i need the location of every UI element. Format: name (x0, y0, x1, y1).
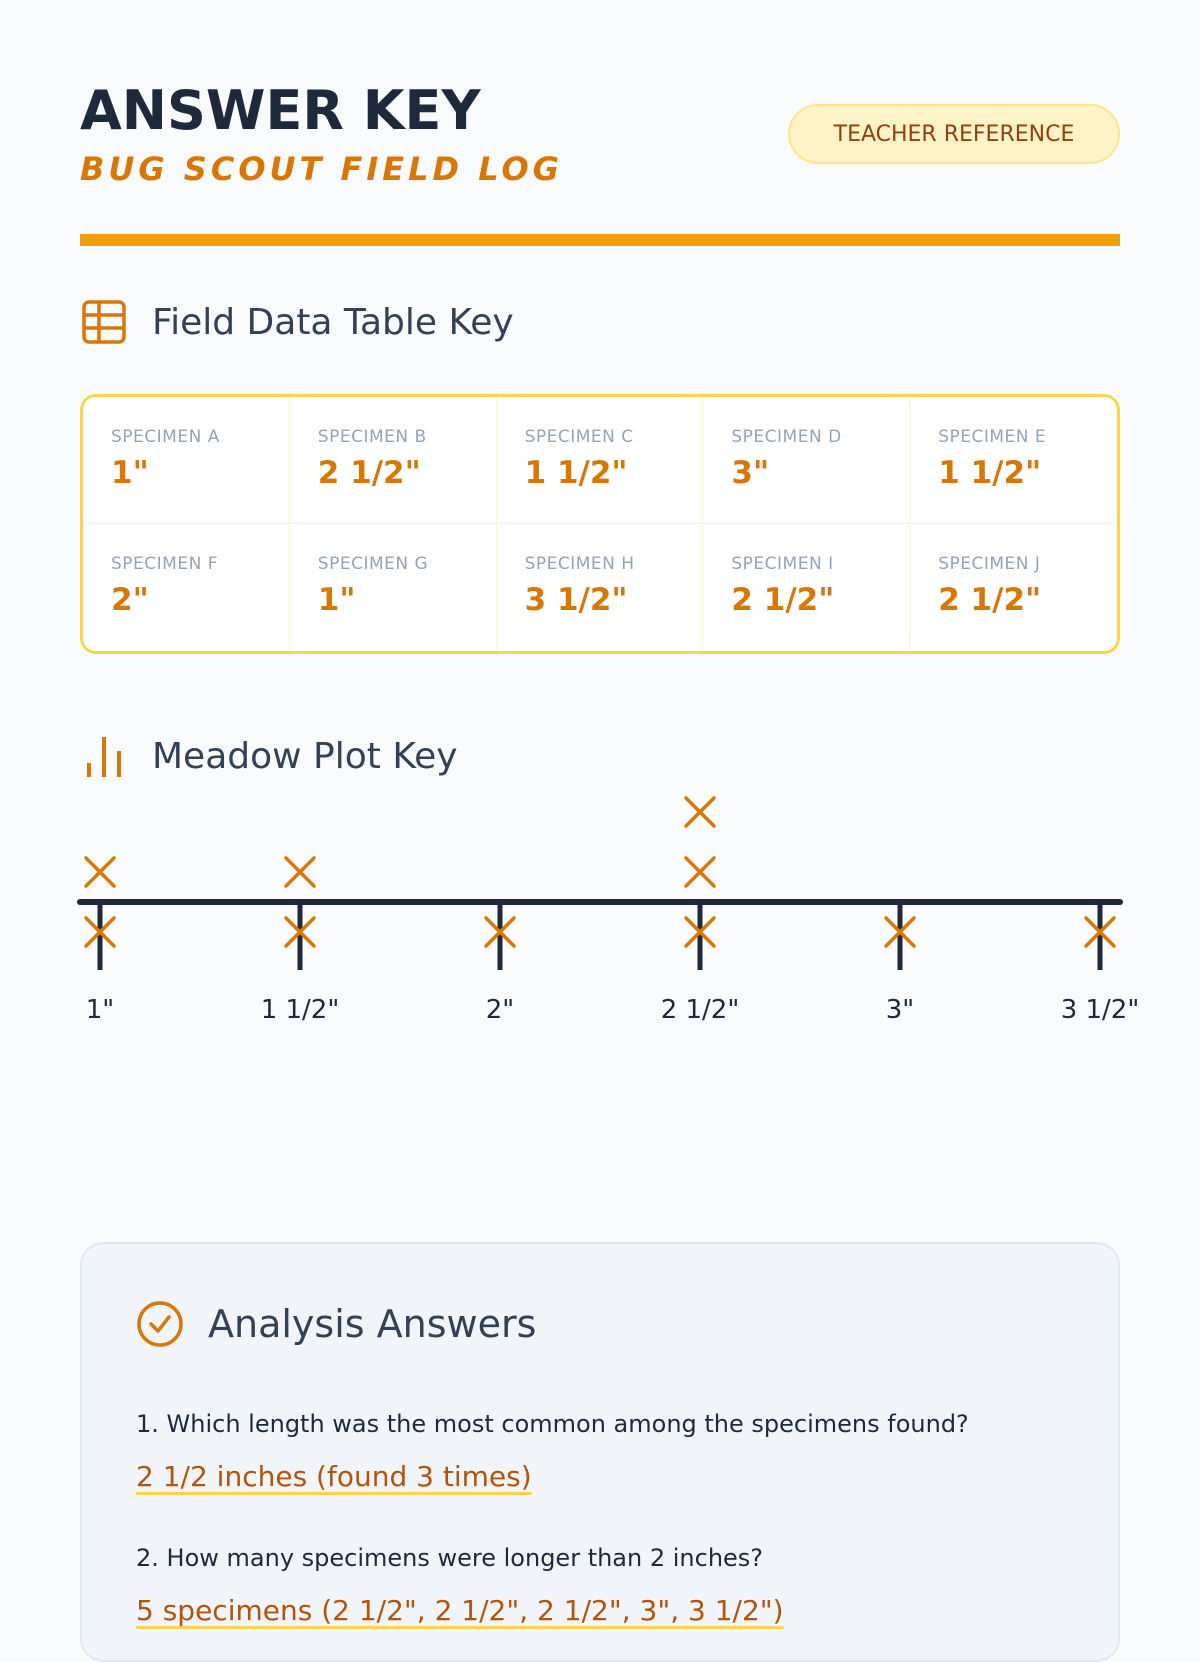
specimen-value: 2 1/2" (317, 455, 421, 491)
plot-x-mark (686, 858, 714, 886)
specimen-label: SPECIMEN J (938, 554, 1041, 574)
specimen-table (80, 394, 1120, 654)
specimen-label: SPECIMEN H (524, 554, 635, 574)
page-subtitle: BUG SCOUT FIELD LOG (80, 150, 563, 188)
specimen-cell (497, 397, 704, 524)
question-2: 2. How many specimens were longer than 2 inches? (136, 1544, 764, 1572)
specimen-cell (83, 524, 290, 651)
table-section-title: Field Data Table Key (152, 301, 514, 343)
specimen-cell (290, 524, 497, 651)
specimen-value: 1 1/2" (524, 455, 628, 491)
specimen-value: 2 1/2" (938, 582, 1042, 618)
specimen-cell (910, 397, 1117, 524)
table-section-header (80, 298, 514, 346)
specimen-value: 1" (317, 582, 356, 618)
specimen-cell (703, 524, 910, 651)
specimen-label: SPECIMEN E (938, 427, 1047, 447)
plot-section-title: Meadow Plot Key (152, 735, 458, 777)
plot-tick-label: 1 1/2" (260, 995, 340, 1025)
header-divider (80, 234, 1120, 246)
answer-1: 2 1/2 inches (found 3 times) (136, 1460, 532, 1493)
plot-x-mark (286, 858, 314, 886)
plot-tick-label: 2" (485, 995, 515, 1025)
specimen-value: 2 1/2" (731, 582, 835, 618)
specimen-cell (290, 397, 497, 524)
plot-tick-label: 2 1/2" (660, 995, 740, 1025)
specimen-label: SPECIMEN G (317, 554, 429, 574)
specimen-label: SPECIMEN C (524, 427, 634, 447)
plot-tick-label: 1" (85, 995, 115, 1025)
bar-chart-icon (80, 732, 128, 780)
plot-x-mark (86, 858, 114, 886)
specimen-value: 2" (111, 582, 149, 618)
specimen-cell (910, 524, 1117, 651)
specimen-label: SPECIMEN F (111, 554, 218, 574)
teacher-reference-badge: TEACHER REFERENCE (788, 104, 1120, 164)
specimen-value: 3 1/2" (524, 582, 628, 618)
specimen-value: 3" (731, 455, 770, 491)
specimen-cell (497, 524, 704, 651)
specimen-label: SPECIMEN I (731, 554, 834, 574)
plot-x-mark (686, 798, 714, 826)
specimen-label: SPECIMEN A (111, 427, 220, 447)
plot-tick-label: 3 1/2" (1060, 995, 1140, 1025)
specimen-value: 1 1/2" (938, 455, 1042, 491)
answers-section-header (136, 1300, 536, 1348)
plot-tick-label: 3" (885, 995, 915, 1025)
page-title: ANSWER KEY (80, 79, 481, 142)
specimen-cell (703, 397, 910, 524)
specimen-cell (83, 397, 290, 524)
table-icon (80, 298, 128, 346)
specimen-value: 1" (111, 455, 149, 491)
plot-section-header (80, 732, 458, 780)
answer-2: 5 specimens (2 1/2", 2 1/2", 2 1/2", 3", 3 1/2") (136, 1594, 784, 1627)
specimen-label: SPECIMEN D (731, 427, 842, 447)
analysis-answers-panel (80, 1242, 1120, 1662)
meadow-line-plot (80, 780, 1140, 1040)
answers-section-title: Analysis Answers (208, 1302, 537, 1346)
check-circle-icon (136, 1300, 184, 1348)
question-1: 1. Which length was the most common among the specimens found? (136, 1410, 969, 1438)
specimen-label: SPECIMEN B (317, 427, 427, 447)
